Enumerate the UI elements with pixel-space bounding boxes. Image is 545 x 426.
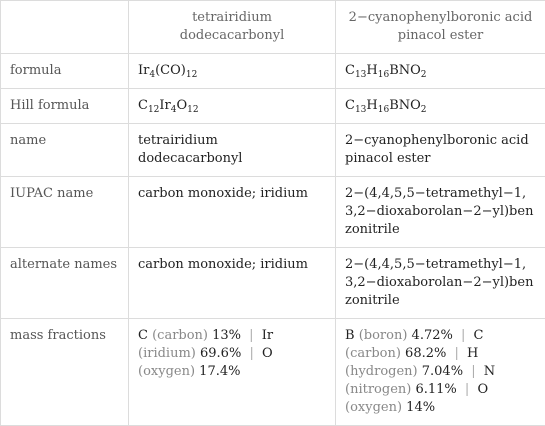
element-percent: 68.2% — [405, 346, 446, 361]
header-compound-1: tetrairidium dodecacarbonyl — [129, 1, 336, 54]
row-label-iupac-name: IUPAC name — [1, 177, 129, 248]
formula-compound-1: $Ir_4(CO)_{12}$ — [129, 54, 336, 89]
row-iupac-name — [1, 177, 545, 248]
iupac-name-compound-2: 2−(4,4,5,5−tetramethyl−1,3,2−dioxaborolan−2−yl)benzonitrile — [336, 177, 545, 248]
name-compound-2: 2−cyanophenylboronic acid pinacol ester — [336, 124, 545, 177]
row-label-alternate-names: alternate names — [1, 248, 129, 319]
row-alternate-names — [1, 248, 545, 319]
element-percent: 6.11% — [415, 382, 456, 397]
fraction-separator: | — [463, 364, 484, 379]
header-compound-2: 2−cyanophenylboronic acid pinacol ester — [336, 1, 545, 54]
element-name: (boron) — [355, 328, 412, 343]
element-name: (carbon) — [148, 328, 212, 343]
element-percent: 69.6% — [200, 346, 241, 361]
iupac-name-compound-1: carbon monoxide; iridium — [129, 177, 336, 248]
element-symbol: C — [474, 328, 484, 343]
element-percent: 7.04% — [422, 364, 463, 379]
mass-fraction-carbon — [138, 328, 241, 343]
element-symbol: B — [345, 328, 355, 343]
element-name: (carbon) — [345, 346, 405, 361]
element-percent: 17.4% — [199, 364, 240, 379]
formula-compound-2: $C_{13}H_{16}BNO_2$ — [336, 54, 545, 89]
element-symbol: H — [467, 346, 478, 361]
element-name: (iridium) — [138, 346, 200, 361]
element-symbol: O — [262, 346, 273, 361]
element-name: (oxygen) — [345, 400, 406, 415]
fraction-separator: | — [457, 382, 478, 397]
fraction-separator: | — [241, 328, 262, 343]
hill-formula-compound-1: $C_{12}Ir_4O_{12}$ — [129, 89, 336, 124]
row-mass-fractions — [1, 319, 545, 426]
header-row — [1, 1, 545, 54]
header-blank — [1, 1, 129, 54]
element-symbol: C — [138, 328, 148, 343]
row-label-formula: formula — [1, 54, 129, 89]
mass-fractions-compound-2 — [336, 319, 545, 426]
element-name: (nitrogen) — [345, 382, 415, 397]
name-compound-1: tetrairidium dodecacarbonyl — [129, 124, 336, 177]
fraction-separator: | — [453, 328, 474, 343]
row-label-mass-fractions: mass fractions — [1, 319, 129, 426]
alternate-names-compound-2: 2−(4,4,5,5−tetramethyl−1,3,2−dioxaborolan−2−yl)benzonitrile — [336, 248, 545, 319]
mass-fraction-boron — [345, 328, 453, 343]
element-symbol: Ir — [262, 328, 273, 343]
row-name — [1, 124, 545, 177]
hill-formula-compound-2: $C_{13}H_{16}BNO_2$ — [336, 89, 545, 124]
mass-fractions-compound-1 — [129, 319, 336, 426]
element-symbol: N — [484, 364, 495, 379]
row-label-hill-formula: Hill formula — [1, 89, 129, 124]
alternate-names-compound-1: carbon monoxide; iridium — [129, 248, 336, 319]
element-name: (oxygen) — [138, 364, 199, 379]
element-percent: 13% — [212, 328, 241, 343]
element-name: (hydrogen) — [345, 364, 422, 379]
fraction-separator: | — [241, 346, 262, 361]
element-symbol: O — [477, 382, 488, 397]
row-formula — [1, 54, 545, 89]
element-percent: 4.72% — [412, 328, 453, 343]
fraction-separator: | — [446, 346, 467, 361]
row-hill-formula — [1, 89, 545, 124]
element-percent: 14% — [406, 400, 435, 415]
row-label-name: name — [1, 124, 129, 177]
